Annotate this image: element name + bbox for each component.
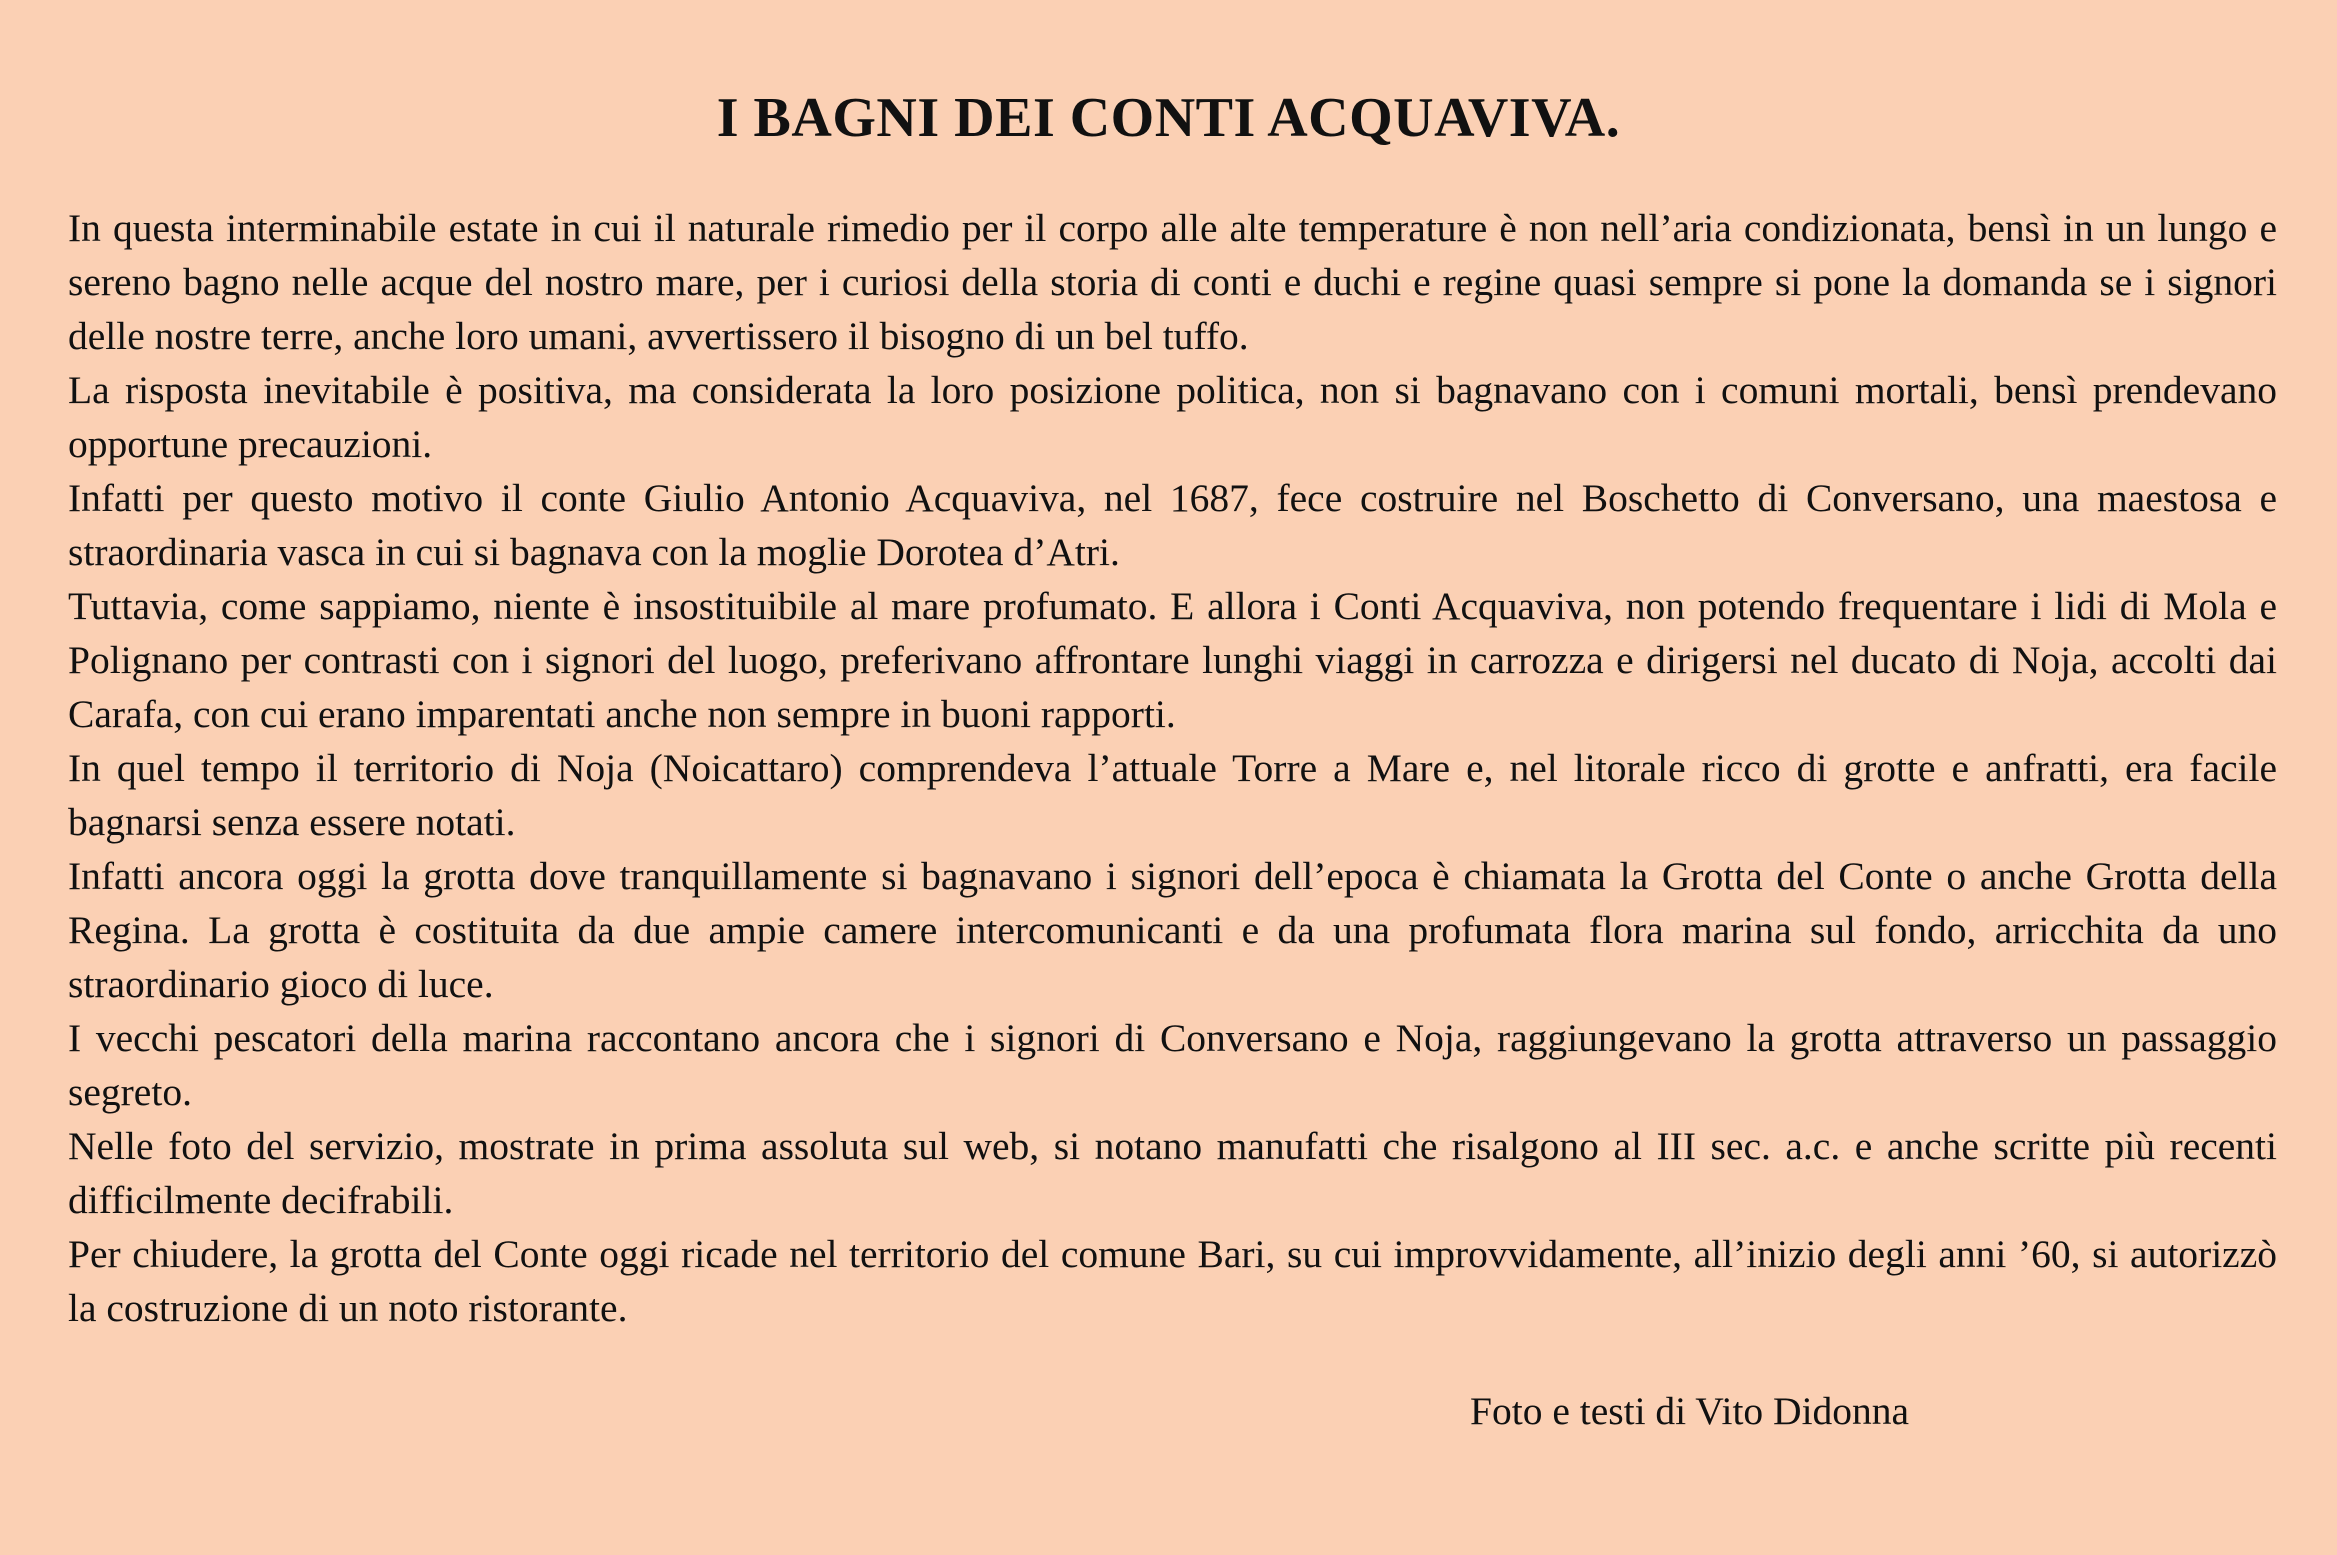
paragraph-3: Infatti per questo motivo il conte Giulio Antonio Acquaviva, nel 1687, fece costruire nel Boschetto di Conversano, una maestosa e straordinaria vasca in cui si bagnava con la moglie Dorotea d’Atri.	[68, 476, 2277, 574]
article-body	[68, 201, 2277, 1335]
paragraph-5: In quel tempo il territorio di Noja (Noicattaro) comprendeva l’attuale Torre a Mare e, nel litorale ricco di grotte e anfratti, era facile bagnarsi senza essere notati.	[68, 746, 2277, 844]
paragraph-7: I vecchi pescatori della marina raccontano ancora che i signori di Conversano e Noja, raggiungevano la grotta attraverso un passaggio segreto.	[68, 1016, 2277, 1114]
paragraph-6: Infatti ancora oggi la grotta dove tranquillamente si bagnavano i signori dell’epoca è chiamata la Grotta del Conte o anche Grotta della Regina. La grotta è costituita da due ampie camere intercomunicanti e da una profumata flora marina sul fondo, arricchita da uno straordinario gioco di luce.	[68, 854, 2277, 1006]
paragraph-9: Per chiudere, la grotta del Conte oggi ricade nel territorio del comune Bari, su cui improvvidamente, all’inizio degli anni ’60, si autorizzò la costruzione di un noto ristorante.	[68, 1232, 2277, 1330]
author-signature: Foto e testi di Vito Didonna	[1470, 1389, 1910, 1433]
document-title: I BAGNI DEI CONTI ACQUAVIVA.	[716, 87, 1621, 149]
paragraph-1: In questa interminabile estate in cui il naturale rimedio per il corpo alle alte temperature è non nell’aria condizionata, bensì in un lungo e sereno bagno nelle acque del nostro mare, per i curiosi della storia di conti e duchi e regine quasi sempre si pone la domanda se i signori delle nostre terre, anche loro umani, avvertissero il bisogno di un bel tuffo.	[68, 206, 2277, 358]
paragraph-8: Nelle foto del servizio, mostrate in prima assoluta sul web, si notano manufatti che risalgono al III sec. a.c. e anche scritte più recenti difficilmente decifrabili.	[68, 1124, 2277, 1222]
paragraph-2: La risposta inevitabile è positiva, ma considerata la loro posizione politica, non si bagnavano con i comuni mortali, bensì prendevano opportune precauzioni.	[68, 368, 2277, 466]
paragraph-4: Tuttavia, come sappiamo, niente è insostituibile al mare profumato. E allora i Conti Acquaviva, non potendo frequentare i lidi di Mola e Polignano per contrasti con i signori del luogo, preferivano affrontare lunghi viaggi in carrozza e dirigersi nel ducato di Noja, accolti dai Carafa, con cui erano imparentati anche non sempre in buoni rapporti.	[68, 584, 2277, 736]
